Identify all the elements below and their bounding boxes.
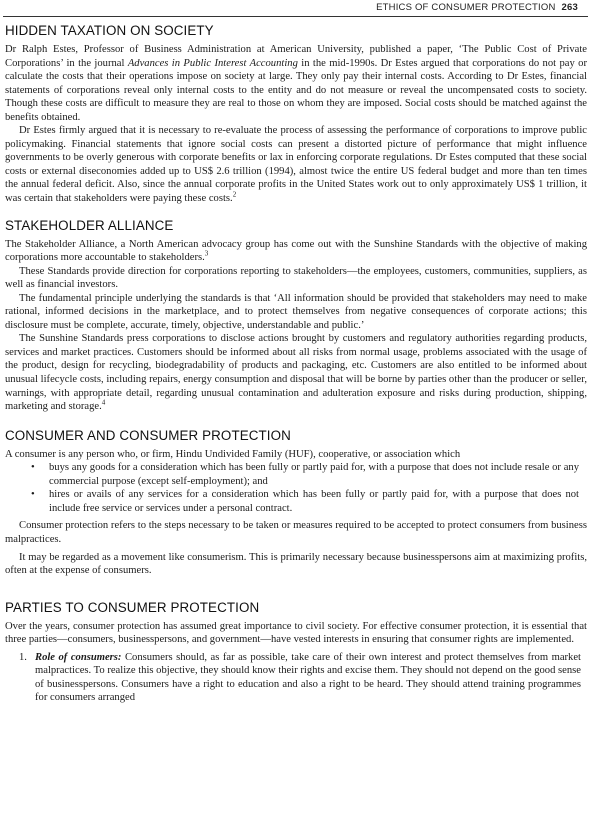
section-parties xyxy=(5,599,587,705)
page-number: 263 xyxy=(561,2,578,13)
numbered-list xyxy=(5,651,587,705)
section-heading: PARTIES TO CONSUMER PROTECTION xyxy=(5,599,260,615)
list-item: • buys any goods for a consideration which has been fully or partly paid for, with a purpose that does not include resale or any commercial purpose (except self-employment); and xyxy=(31,462,579,487)
section-heading: STAKEHOLDER ALLIANCE xyxy=(5,217,174,233)
section-consumer-protection xyxy=(5,427,587,578)
paragraph: These Standards provide direction for corporations reporting to stakeholders—the employees, customers, communities, suppliers, as well as financial investors. xyxy=(5,265,587,291)
bullet-icon: • xyxy=(31,489,35,501)
footnote-ref: 2 xyxy=(232,190,237,199)
item-term: Role of consumers: xyxy=(35,651,122,663)
section-stakeholder-alliance xyxy=(5,217,587,414)
section-heading: CONSUMER AND CONSUMER PROTECTION xyxy=(5,427,291,443)
footnote-ref: 3 xyxy=(204,249,209,258)
section-heading: HIDDEN TAXATION ON SOCIETY xyxy=(5,23,214,38)
bullet-icon: • xyxy=(31,462,35,474)
paragraph: Over the years, consumer protection has assumed great importance to civil society. For effective consumer protection, it is essential that three parties—consumers, businesspersons, and government—have vested interests in ensuring that consumer rights are implemented. xyxy=(5,620,587,646)
footnote-ref: 4 xyxy=(101,398,106,407)
paragraph: Dr Ralph Estes, Professor of Business Administration at American University, published a paper, ‘The Public Cost of Private Corporations’ in the journal Advances in Public Interest Accounting in the mid-1990s. Dr Estes argued that corporations do not pay or calculate the costs that their operations impose on society at large. They only pay their internal costs. According to Dr Estes, financial statements of corporations reveal only internal costs to the entity and do not measure or reveal the uncompensated costs to society. Though these costs are difficult to measure they are real to those on whom they are imposed. Social costs should be matched against the benefits obtained. xyxy=(5,44,587,123)
running-header xyxy=(376,2,578,13)
paragraph: It may be regarded as a movement like consumerism. This is primarily necessary because businesspersons aim at maximizing profits, often at the expense of consumers. xyxy=(5,551,587,577)
paragraph: The fundamental principle underlying the standards is that ‘All information should be provided that stakeholders may need to make rational, informed decisions in the marketplace, and to protect themselves from negative consequences of corporate actions; this disclosure must be complete, accurate, timely, objective, understandable and public.’ xyxy=(5,292,587,331)
paragraph: The Stakeholder Alliance, a North American advocacy group has come out with the Sunshine Standards with the objective of making corporations more accountable to stakeholders.$^3$ xyxy=(5,238,587,264)
item-number: 1. xyxy=(19,651,27,663)
journal-title: Advances in Public Interest Accounting xyxy=(127,57,298,69)
page-content xyxy=(5,22,587,705)
section-hidden-taxation xyxy=(5,22,587,206)
running-title: ETHICS OF CONSUMER PROTECTION xyxy=(376,2,556,13)
list-item: 1. Role of consumers: Consumers should, as far as possible, take care of their own interest and protect themselves from market malpractices. To realize this objective, they should know their rights and excise them. They should not depend on the good sense of businesspersons. Consumers have a right to education and also a right to be heard. They should attend training programmes for consumers arranged xyxy=(19,651,581,704)
list-item: • hires or avails of any services for a consideration which has been fully or partly paid for, with a purpose that does not include free service or services under a personal contract. xyxy=(31,489,579,514)
paragraph: Dr Estes firmly argued that it is necessary to re-evaluate the process of assessing the performance of corporations to improve public policymaking. Financial statements that ignore social costs can present a distorted picture of performance that might influence governments to be overly generous with corporate benefits or lax in enforcing corporate regulations. Dr Estes computed that these social costs or external diseconomies added up to US$ 2.6 trillion (1994), almost twice the entire US federal budget and more than ten times the annual federal deficit. Also, since the annual corporate profits in the United States work out to only approximately US$ 1 trillion, it was certain that stakeholders were paying these costs.$^2$ xyxy=(5,125,587,205)
paragraph: The Sunshine Standards press corporations to disclose actions brought by customers and regulatory authorities regarding products, services and market practices. Customers should be informed about all risks from normal usage, problems associated with the usage of the product, design for recycling, biodegradability of products and packaging, etc. Customers are also entitled to be informed about unusual lifecycle costs, including repairs, energy consumption and disposal that will be borne by parties other than the producer or seller, warnings, with appropriate detail, regarding unusual contamination and adulteration exposure and risks during production, shipping, marketing and storage.$^4$ xyxy=(5,333,587,413)
paragraph: Consumer protection refers to the steps necessary to be taken or measures required to be accepted to protect consumers from business malpractices. xyxy=(5,520,587,545)
paragraph: A consumer is any person who, or firm, Hindu Undivided Family (HUF), cooperative, or association which xyxy=(5,448,461,460)
bullet-list xyxy=(5,461,587,515)
header-rule xyxy=(3,16,588,17)
